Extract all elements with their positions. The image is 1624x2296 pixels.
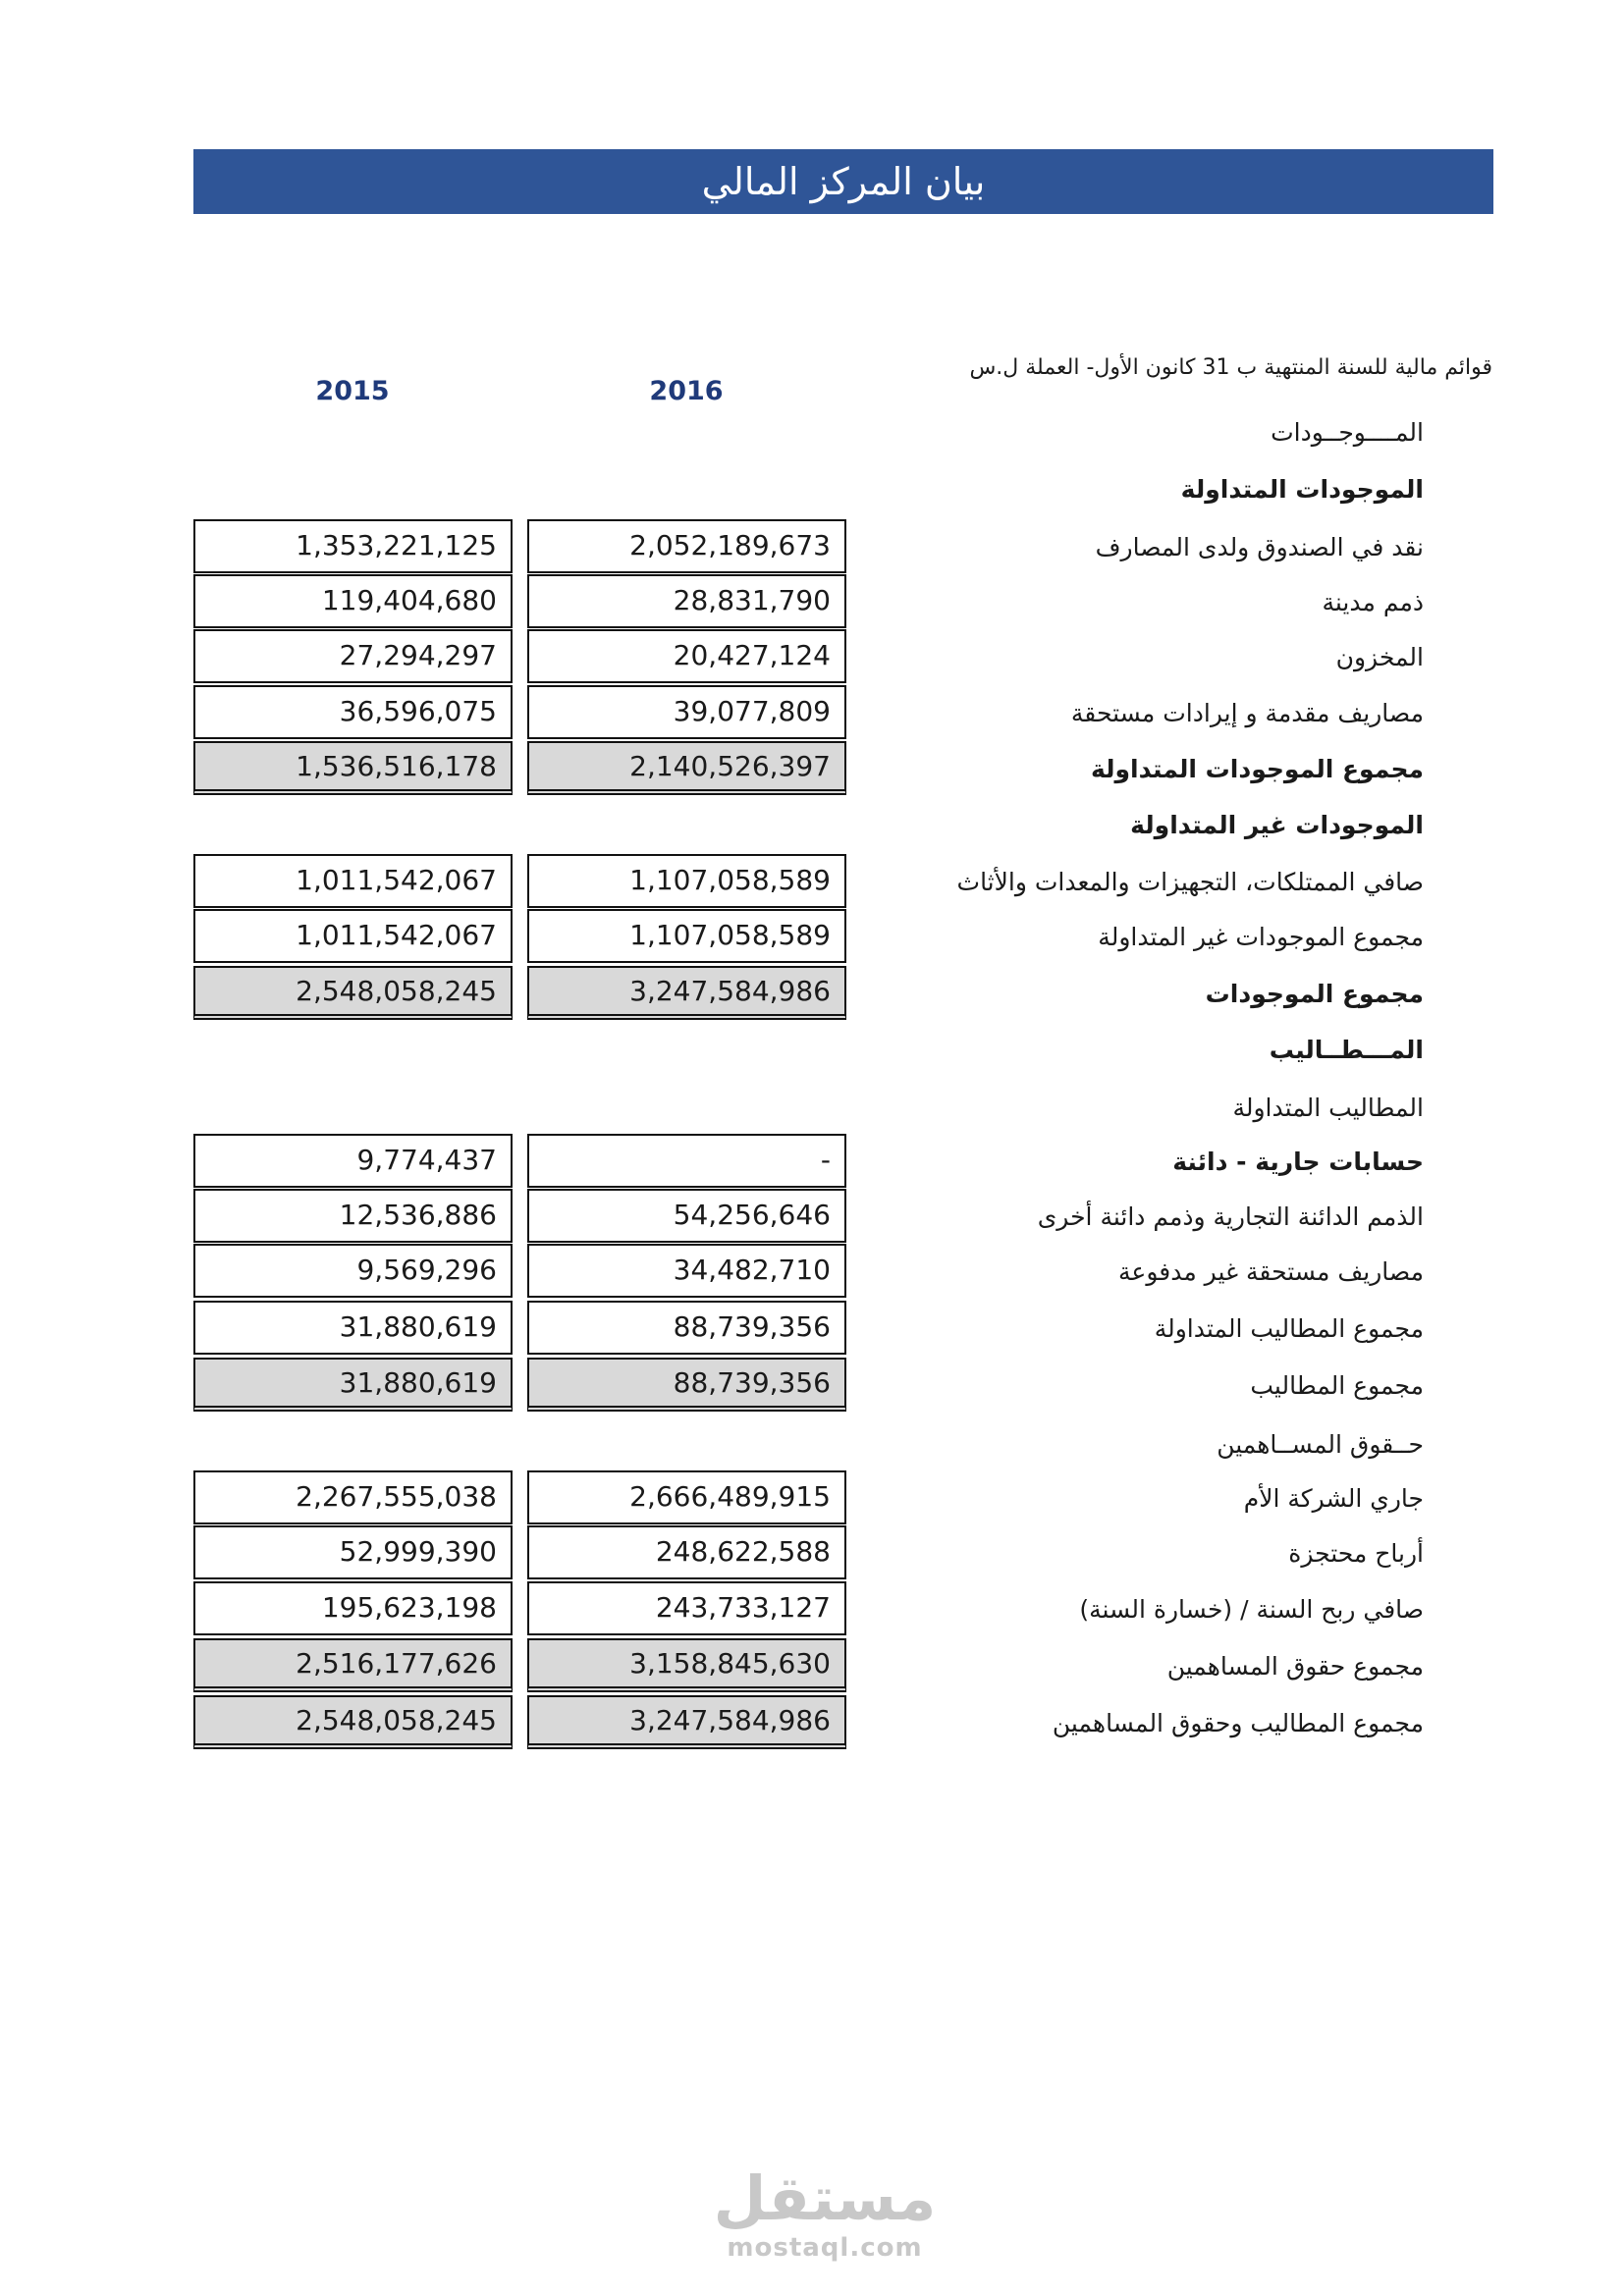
row-label: نقد في الصندوق ولدى المصارف xyxy=(1095,533,1424,561)
row-label: المـــطــاليب xyxy=(1269,1036,1424,1064)
value-cell-2015: 119,404,680 xyxy=(193,574,513,628)
value-cell-2015: 31,880,619 xyxy=(193,1358,513,1412)
row-label: مجموع المطاليب وحقوق المساهمين xyxy=(1052,1709,1424,1737)
value-cell-2016: 3,247,584,986 xyxy=(527,1695,846,1749)
row-label: مصاريف مقدمة و إيرادات مستحقة xyxy=(1070,699,1424,727)
watermark-latin: mostaql.com xyxy=(727,2233,923,2263)
row-label: صافي ربح السنة / (خسارة السنة) xyxy=(1079,1595,1424,1624)
value-cell-2016: 243,733,127 xyxy=(527,1581,846,1635)
value-cell-2016: 2,666,489,915 xyxy=(527,1470,846,1524)
value-cell-2015: 195,623,198 xyxy=(193,1581,513,1635)
value-cell-2015: 2,267,555,038 xyxy=(193,1470,513,1524)
value-cell-2015: 1,353,221,125 xyxy=(193,519,513,573)
row-label: الموجودات غير المتداولة xyxy=(1130,811,1424,839)
row-label: مجموع الموجودات غير المتداولة xyxy=(1098,923,1424,951)
value-cell-2015: 52,999,390 xyxy=(193,1525,513,1579)
row-label: المــــوجــودات xyxy=(1271,418,1424,447)
value-cell-2016: - xyxy=(527,1134,846,1188)
watermark-logo xyxy=(687,2164,962,2263)
row-label: المطاليب المتداولة xyxy=(1232,1094,1424,1122)
row-label: الذمم الدائنة التجارية وذمم دائنة أخرى xyxy=(1037,1202,1424,1231)
value-cell-2015: 2,516,177,626 xyxy=(193,1638,513,1692)
value-cell-2015: 1,011,542,067 xyxy=(193,854,513,908)
value-cell-2016: 1,107,058,589 xyxy=(527,909,846,963)
value-cell-2015: 9,774,437 xyxy=(193,1134,513,1188)
row-label: حــقوق المســاهمين xyxy=(1217,1430,1424,1459)
column-header-2015: 2015 xyxy=(315,376,390,406)
watermark-arabic: مستقل xyxy=(713,2163,937,2234)
row-label: مجموع المطاليب المتداولة xyxy=(1154,1314,1424,1343)
value-cell-2015: 1,536,516,178 xyxy=(193,741,513,795)
value-cell-2016: 28,831,790 xyxy=(527,574,846,628)
value-cell-2016: 54,256,646 xyxy=(527,1189,846,1243)
row-label: حسابات جارية - دائنة xyxy=(1172,1148,1424,1176)
row-label: مجموع الموجودات المتداولة xyxy=(1090,755,1424,783)
column-header-2016: 2016 xyxy=(649,376,724,406)
value-cell-2015: 1,011,542,067 xyxy=(193,909,513,963)
row-label: أرباح محتجزة xyxy=(1288,1539,1424,1568)
row-label: مجموع حقوق المساهمين xyxy=(1166,1652,1424,1681)
value-cell-2016: 2,052,189,673 xyxy=(527,519,846,573)
row-label: مصاريف مستحقة غير مدفوعة xyxy=(1118,1257,1424,1286)
value-cell-2016: 34,482,710 xyxy=(527,1244,846,1298)
value-cell-2015: 2,548,058,245 xyxy=(193,1695,513,1749)
value-cell-2016: 248,622,588 xyxy=(527,1525,846,1579)
value-cell-2015: 12,536,886 xyxy=(193,1189,513,1243)
row-label: صافي الممتلكات، التجهيزات والمعدات والأثاث xyxy=(956,868,1424,896)
value-cell-2016: 88,739,356 xyxy=(527,1301,846,1355)
statement-subtitle: قوائم مالية للسنة المنتهية ب 31 كانون الأول- العملة ل.س xyxy=(969,355,1492,380)
page-title-banner xyxy=(193,149,1493,214)
value-cell-2016: 3,247,584,986 xyxy=(527,966,846,1020)
value-cell-2015: 27,294,297 xyxy=(193,629,513,683)
value-cell-2015: 31,880,619 xyxy=(193,1301,513,1355)
value-cell-2015: 36,596,075 xyxy=(193,685,513,739)
row-label: المخزون xyxy=(1335,643,1424,671)
row-label: مجموع الموجودات xyxy=(1205,980,1424,1008)
value-cell-2016: 1,107,058,589 xyxy=(527,854,846,908)
value-cell-2016: 39,077,809 xyxy=(527,685,846,739)
value-cell-2016: 88,739,356 xyxy=(527,1358,846,1412)
value-cell-2015: 9,569,296 xyxy=(193,1244,513,1298)
value-cell-2016: 20,427,124 xyxy=(527,629,846,683)
row-label: جاري الشركة الأم xyxy=(1243,1484,1424,1513)
row-label: ذمم مدينة xyxy=(1322,588,1424,616)
value-cell-2016: 3,158,845,630 xyxy=(527,1638,846,1692)
value-cell-2015: 2,548,058,245 xyxy=(193,966,513,1020)
page-title: بيان المركز المالي xyxy=(701,160,986,203)
row-label: الموجودات المتداولة xyxy=(1180,475,1424,504)
value-cell-2016: 2,140,526,397 xyxy=(527,741,846,795)
row-label: مجموع المطاليب xyxy=(1250,1371,1424,1400)
